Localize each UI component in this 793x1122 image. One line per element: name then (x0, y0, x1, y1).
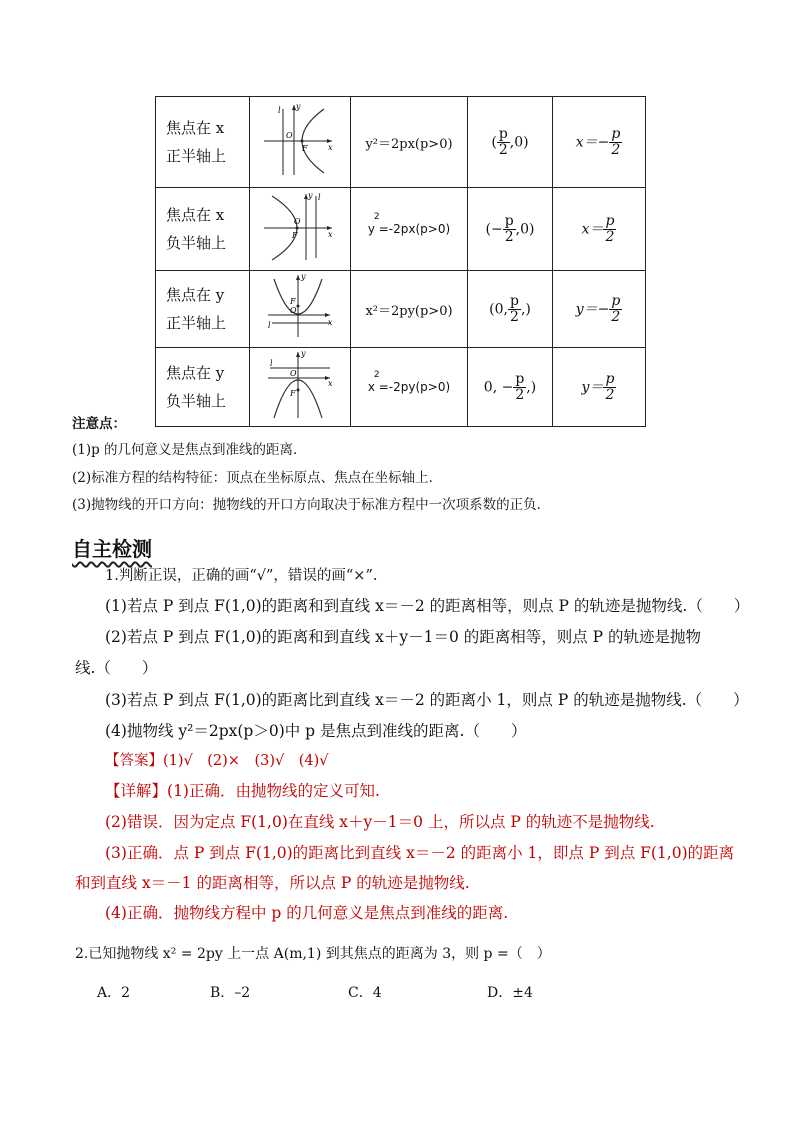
fraction (603, 372, 616, 403)
svg-text:y: y (308, 191, 313, 200)
denominator: 2 (509, 308, 519, 325)
numerator: p (498, 125, 508, 142)
directrix-prefix: x＝ (581, 221, 604, 237)
orientation-cell (156, 97, 250, 188)
svg-text:l: l (318, 193, 321, 202)
equation-cell (351, 188, 468, 271)
denominator: 2 (498, 141, 508, 158)
svg-text:x: x (328, 318, 333, 327)
focus-cell (468, 348, 553, 427)
svg-text:y: y (301, 349, 306, 358)
orientation-line: 焦点在 x (166, 119, 225, 137)
denominator: 2 (611, 141, 621, 158)
notes-title: 注意点： (72, 416, 126, 432)
q2-option-c: C．4 (348, 985, 382, 1001)
q2-stem: 2.已知抛物线 x² = 2py 上一点 A(m,1) 到其焦点的距离为 3，则 p =（ ） (75, 946, 551, 962)
q1-item: (1)若点 P 到点 F(1,0)的距离和到直线 x＝－2 的距离相等，则点 P 的轨迹是抛物线.（ ） (105, 597, 750, 615)
fraction (497, 127, 510, 158)
orientation-cell (156, 271, 250, 348)
orientation-line: 正半轴上 (166, 314, 227, 332)
table-row (156, 97, 646, 188)
focus-cell (468, 271, 553, 348)
focus-suffix: ,0) (509, 134, 529, 150)
q1-item: (4)抛物线 y²＝2px(p＞0)中 p 是焦点到准线的距离.（ ） (105, 722, 527, 740)
detail-line: 和到直线 x＝－1 的距离相等，所以点 P 的轨迹是抛物线. (75, 874, 470, 892)
equation-superscript: 2 (373, 211, 380, 222)
fraction (508, 294, 521, 325)
svg-text:F: F (292, 231, 298, 240)
denominator: 2 (504, 228, 514, 245)
fraction (603, 214, 616, 245)
equation: x²＝2py(p>0) (365, 303, 453, 319)
svg-text:O: O (294, 217, 301, 226)
graph-cell (250, 188, 351, 271)
numerator: p (509, 292, 519, 309)
orientation-line: 焦点在 x (166, 206, 225, 224)
answer-text: (1)√ (2)× (3)√ (4)√ (163, 753, 329, 769)
fraction (609, 294, 622, 325)
svg-text:y: y (301, 272, 306, 281)
directrix-prefix: y＝ (581, 379, 604, 395)
directrix-prefix: x＝− (575, 134, 610, 150)
equation-superscript: 2 (373, 369, 380, 380)
numerator: p (611, 292, 621, 309)
focus-prefix: (− (485, 221, 503, 237)
focus-suffix: ,) (526, 379, 537, 395)
table-row (156, 348, 646, 427)
directrix-cell (553, 348, 646, 427)
detail-text: (1)正确．由抛物线的定义可知. (167, 782, 380, 800)
q1-item: (3)若点 P 到点 F(1,0)的距离比到直线 x＝－2 的距离小 1，则点 P 的轨迹是抛物线.（ ） (105, 691, 749, 709)
q2-option-d: D．±4 (487, 985, 533, 1001)
orientation-line: 负半轴上 (166, 392, 227, 410)
orientation-line: 正半轴上 (166, 147, 227, 165)
svg-text:l: l (268, 321, 271, 330)
equation-cell (351, 97, 468, 188)
note-item: (3)抛物线的开口方向：抛物线的开口方向取决于标准方程中一次项系数的正负． (72, 497, 551, 513)
orientation-line: 负半轴上 (166, 234, 227, 252)
q1-stem: 1.判断正误，正确的画“√”，错误的画“×”. (105, 568, 378, 584)
directrix-cell (553, 97, 646, 188)
fraction (513, 372, 526, 403)
detail-label: 【详解】 (105, 782, 168, 800)
q1-item: (2)若点 P 到点 F(1,0)的距离和到直线 x＋y－1＝0 的距离相等，则点 P 的轨迹是抛物 (105, 628, 702, 646)
svg-text:O: O (290, 369, 297, 378)
svg-text:x: x (328, 230, 333, 239)
graph-cell (250, 348, 351, 427)
denominator: 2 (605, 228, 615, 245)
table-row (156, 271, 646, 348)
parabola-left-icon (250, 188, 350, 266)
directrix-cell (553, 188, 646, 271)
fraction (609, 127, 622, 158)
svg-text:F: F (302, 144, 308, 153)
parabola-table (155, 96, 646, 427)
svg-text:F: F (290, 297, 296, 306)
orientation-line: 焦点在 y (166, 364, 225, 382)
detail-line: (2)错误．因为定点 F(1,0)在直线 x＋y－1＝0 上，所以点 P 的轨迹不是抛物线. (105, 813, 655, 831)
svg-text:l: l (278, 106, 281, 115)
svg-text:y: y (296, 102, 301, 111)
note-item: (2)标准方程的结构特征：顶点在坐标原点、焦点在坐标轴上． (72, 470, 443, 486)
detail-line (105, 780, 380, 802)
svg-text:x: x (328, 379, 333, 388)
svg-text:x: x (328, 143, 333, 152)
svg-text:l: l (270, 359, 273, 368)
numerator: p (504, 212, 514, 229)
directrix-prefix: y＝− (575, 301, 610, 317)
focus-suffix: ,0) (515, 221, 535, 237)
svg-text:O: O (286, 131, 293, 140)
denominator: 2 (515, 386, 525, 403)
q2-option-b: B．–2 (210, 985, 251, 1001)
detail-line: (3)正确．点 P 到点 F(1,0)的距离比到直线 x＝－2 的距离小 1，即点 P 到点 F(1,0)的距离 (105, 844, 735, 862)
focus-suffix: ,) (520, 301, 531, 317)
section-heading: 自主检测 (72, 537, 152, 561)
answer-line (105, 750, 329, 772)
parabola-right-icon (250, 97, 350, 183)
parabola-up-icon (250, 271, 350, 343)
note-item: (1)p 的几何意义是焦点到准线的距离． (72, 442, 307, 458)
graph-cell (250, 271, 351, 348)
equation-cell (351, 271, 468, 348)
numerator: p (611, 125, 621, 142)
equation: x =-2py(p>0) (367, 379, 451, 394)
focus-prefix: ( (491, 134, 497, 150)
fraction (503, 214, 516, 245)
numerator: p (605, 370, 615, 387)
equation: y²＝2px(p>0) (365, 136, 453, 152)
q2-option-a: A．2 (97, 985, 131, 1001)
orientation-line: 焦点在 y (166, 286, 225, 304)
focus-cell (468, 188, 553, 271)
answer-label: 【答案】 (105, 753, 163, 769)
parabola-down-icon (250, 348, 350, 422)
graph-cell (250, 97, 351, 188)
focus-prefix: 0, − (483, 379, 514, 395)
equation: y =-2px(p>0) (367, 221, 451, 236)
orientation-cell (156, 188, 250, 271)
q1-item: 线.（ ） (75, 659, 158, 677)
svg-text:O: O (290, 306, 297, 315)
table-row (156, 188, 646, 271)
numerator: p (515, 370, 525, 387)
denominator: 2 (605, 386, 615, 403)
numerator: p (605, 212, 615, 229)
denominator: 2 (611, 308, 621, 325)
directrix-cell (553, 271, 646, 348)
svg-text:F: F (290, 389, 296, 398)
orientation-cell (156, 348, 250, 427)
focus-prefix: (0, (489, 301, 508, 317)
detail-line: (4)正确．抛物线方程中 p 的几何意义是焦点到准线的距离. (105, 904, 509, 922)
equation-cell (351, 348, 468, 427)
focus-cell (468, 97, 553, 188)
